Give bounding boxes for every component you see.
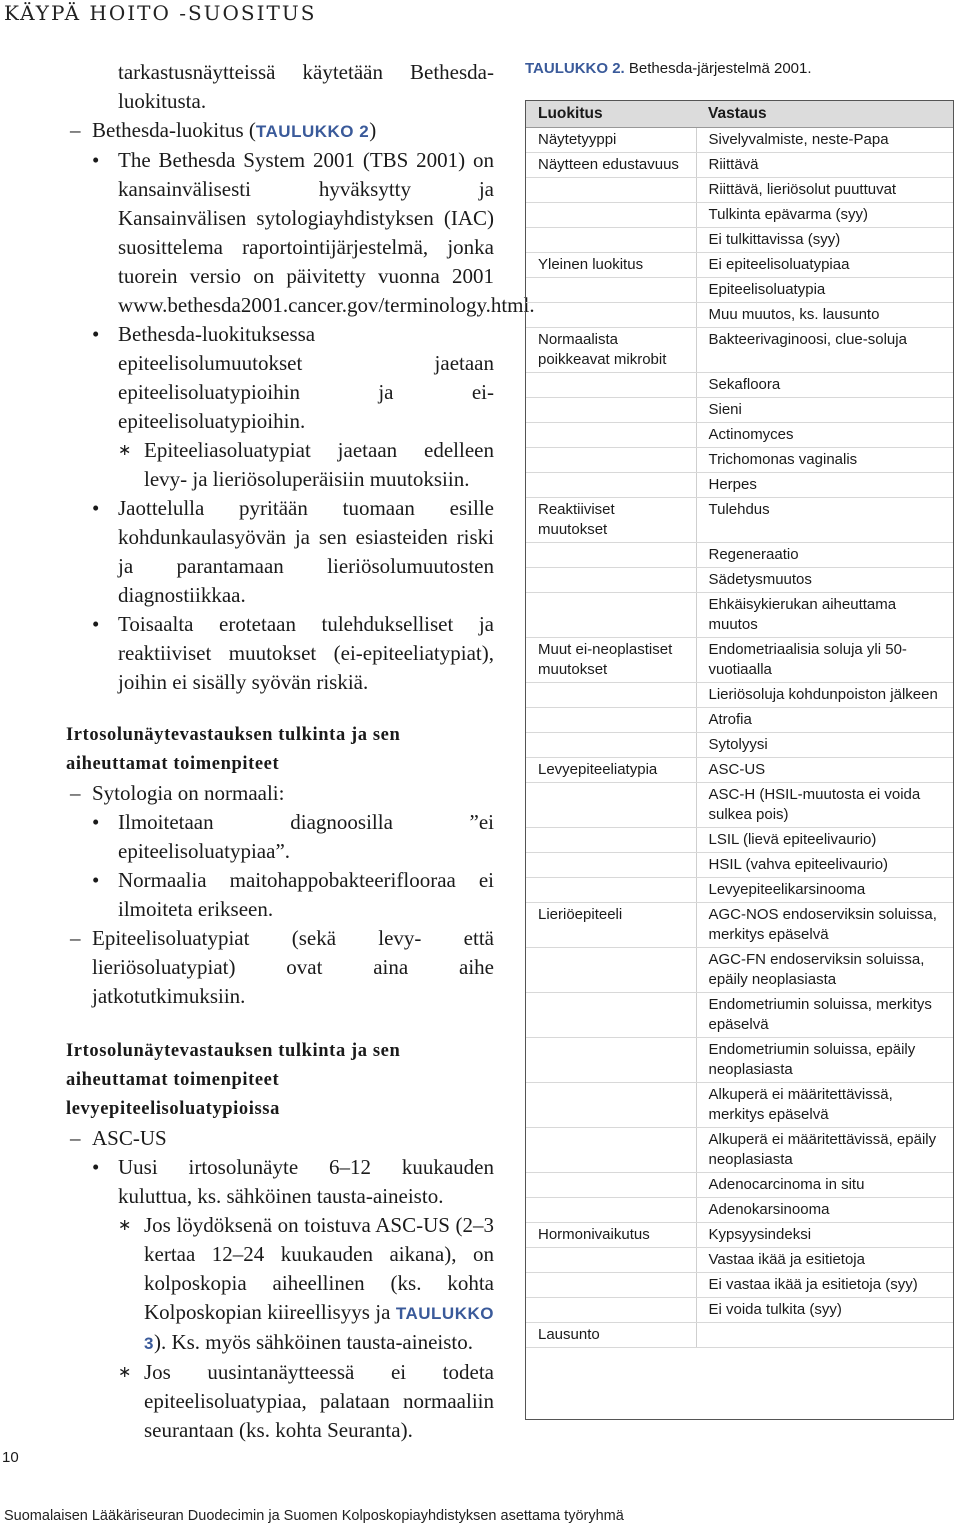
table-row	[526, 128, 953, 153]
table-row	[526, 1038, 953, 1083]
response-cell: Kypsyysindeksi	[696, 1223, 953, 1248]
table-row	[526, 568, 953, 593]
classification-cell	[526, 593, 696, 638]
table-row	[526, 398, 953, 423]
dash-marker: –	[70, 926, 81, 950]
dash-marker: –	[70, 1126, 81, 1150]
bullet-item: • The Bethesda System 2001 (TBS 2001) on kansainvälisesti hyväksytty ja Kansainvälisen sytologiayhdistyksen (IAC) suosittelema raportointijärjestelmä, jonka tuorein versio on päivitetty vuonna 2001 www.bethesda2001.cancer.gov/terminology.html.	[92, 148, 535, 317]
ascus-star-item-2: ∗ Jos uusintanäytteessä ei todeta epiteelisoluatypiaa, palataan normaaliin seurantaan (ks. kohta Seuranta).	[118, 1360, 494, 1442]
bullet-marker: •	[92, 148, 100, 172]
classification-cell	[526, 878, 696, 903]
table-row	[526, 278, 953, 303]
response-cell: ASC-H (HSIL-muutosta ei voida sulkea pois)	[696, 783, 953, 828]
epi-dash-item: – Epiteelisoluatypiat (sekä levy- että lieriösoluatypiat) ovat aina aihe jatkotutkimuksiin.	[70, 926, 494, 1008]
response-cell: Bakteerivaginoosi, clue-soluja	[696, 328, 953, 373]
classification-cell	[526, 783, 696, 828]
bethesda-dash-item: – Bethesda-luokitus (TAULUKKO 2)	[66, 116, 494, 146]
response-cell: Muu muutos, ks. lausunto	[696, 303, 953, 328]
classification-cell: Näytetyyppi	[526, 128, 696, 153]
classification-cell	[526, 203, 696, 228]
table-row	[526, 733, 953, 758]
response-cell: Sieni	[696, 398, 953, 423]
table-row	[526, 853, 953, 878]
response-cell: Adenokarsinooma	[696, 1198, 953, 1223]
page-footer: Suomalaisen Lääkäriseuran Duodecimin ja Suomen Kolposkopiayhdistyksen asettama työryhmä	[4, 1508, 624, 1524]
table-caption	[525, 60, 812, 77]
response-cell: Vastaa ikää ja esitietoja	[696, 1248, 953, 1273]
running-header: KÄYPÄ HOITO -SUOSITUS	[4, 1, 317, 25]
table-row	[526, 373, 953, 398]
classification-cell: Hormonivaikutus	[526, 1223, 696, 1248]
classification-cell: Lausunto	[526, 1323, 696, 1348]
classification-cell	[526, 708, 696, 733]
table-row	[526, 1248, 953, 1273]
table-row	[526, 783, 953, 828]
column-header-luokitus: Luokitus	[526, 101, 696, 128]
table-row	[526, 473, 953, 498]
response-cell: Riittävä	[696, 153, 953, 178]
bullet-item: • Toisaalta erotetaan tulehdukselliset ja reaktiiviset muutokset (ei-epiteeliatypiat), joihin ei sisälly syövän riskiä.	[92, 612, 494, 694]
response-cell: Adenocarcinoma in situ	[696, 1173, 953, 1198]
table-row	[526, 178, 953, 203]
classification-cell	[526, 1273, 696, 1298]
bethesda-table-container	[525, 100, 954, 1420]
classification-cell: Levyepiteeliatypia	[526, 758, 696, 783]
bullet-item: • Ilmoitetaan diagnoosilla ”ei epiteelisoluatypiaa”.	[92, 810, 494, 863]
column-header-vastaus: Vastaus	[696, 101, 953, 128]
classification-cell	[526, 278, 696, 303]
table-3-reference-link[interactable]: TAULUKKO 3	[144, 1304, 494, 1353]
table-row	[526, 328, 953, 373]
response-cell: Actinomyces	[696, 423, 953, 448]
classification-cell	[526, 733, 696, 758]
table-row	[526, 828, 953, 853]
response-cell: Ei vastaa ikää ja esitietoja (syy)	[696, 1273, 953, 1298]
response-cell: AGC-FN endoserviksin soluissa, epäily neoplasiasta	[696, 948, 953, 993]
table-row	[526, 228, 953, 253]
classification-cell	[526, 398, 696, 423]
page-number: 10	[2, 1449, 19, 1466]
classification-cell	[526, 423, 696, 448]
response-cell: Herpes	[696, 473, 953, 498]
classification-cell: Normaalista poikkeavat mikrobit	[526, 328, 696, 373]
response-cell: Ei epiteelisoluatypiaa	[696, 253, 953, 278]
response-cell: Endometriumin soluissa, epäily neoplasiasta	[696, 1038, 953, 1083]
response-cell: Alkuperä ei määritettävissä, merkitys epäselvä	[696, 1083, 953, 1128]
response-cell	[696, 1323, 953, 1348]
table-row	[526, 498, 953, 543]
table-row	[526, 758, 953, 783]
response-cell: Endometriaalisia soluja yli 50-vuotiaalla	[696, 638, 953, 683]
classification-cell	[526, 373, 696, 398]
ascus-bullet-item: • Uusi irtosolunäyte 6–12 kuukauden kuluttua, ks. sähköinen tausta-aineisto.	[92, 1155, 494, 1208]
dash-marker: –	[70, 781, 81, 805]
classification-cell: Lieriöepiteeli	[526, 903, 696, 948]
response-cell: Epiteelisoluatypia	[696, 278, 953, 303]
classification-cell	[526, 228, 696, 253]
asterisk-marker: ∗	[118, 442, 132, 459]
response-cell: HSIL (vahva epiteelivaurio)	[696, 853, 953, 878]
response-cell: Tulehdus	[696, 498, 953, 543]
bullet-marker: •	[92, 612, 100, 636]
classification-cell	[526, 993, 696, 1038]
response-cell: Sekafloora	[696, 373, 953, 398]
bullet-marker: •	[92, 496, 100, 520]
table-caption-label: TAULUKKO 2.	[525, 60, 625, 77]
intro-paragraph: tarkastusnäytteissä käytetään Bethesda-luokitusta.	[118, 60, 494, 113]
star-item: ∗ Epiteeliasoluatypiat jaetaan edelleen levy- ja lieriösoluperäisiin muutoksiin.	[118, 438, 494, 491]
table-row	[526, 948, 953, 993]
classification-cell	[526, 683, 696, 708]
classification-cell	[526, 1128, 696, 1173]
response-cell: Endometriumin soluissa, merkitys epäselvä	[696, 993, 953, 1038]
table-row	[526, 1083, 953, 1128]
table-row	[526, 448, 953, 473]
table-row	[526, 253, 953, 278]
table-row	[526, 1173, 953, 1198]
bullet-marker: •	[92, 810, 100, 834]
asterisk-marker: ∗	[118, 1217, 132, 1234]
classification-cell	[526, 1198, 696, 1223]
section-heading-squamous: Irtosolunäytevastauksen tulkinta ja sen aiheuttamat toimenpiteet levyepiteelisoluatypioissa	[66, 1041, 401, 1119]
ascus-dash-item: – ASC-US	[66, 1124, 494, 1153]
normal-dash-item: – Sytologia on normaali:	[66, 779, 494, 808]
ascus-star-item-1: ∗ Jos löydöksenä on toistuva ASC-US (2–3 kertaa 12–24 kuukauden aikana), on kolposkopia aiheellinen (ks. kohta Kolposkopian kiireellisyys ja TAULUKKO 3). Ks. myös sähköinen tausta-aineisto.	[118, 1213, 494, 1354]
table-row	[526, 1273, 953, 1298]
response-cell: Sytolyysi	[696, 733, 953, 758]
response-cell: Lieriösoluja kohdunpoiston jälkeen	[696, 683, 953, 708]
response-cell: Riittävä, lieriösolut puuttuvat	[696, 178, 953, 203]
classification-cell: Yleinen luokitus	[526, 253, 696, 278]
classification-cell: Muut ei-neoplastiset muutokset	[526, 638, 696, 683]
table-row	[526, 593, 953, 638]
table-header-row	[526, 101, 953, 128]
bullet-marker: •	[92, 1155, 100, 1179]
classification-cell	[526, 178, 696, 203]
table-row	[526, 708, 953, 733]
table-row	[526, 1298, 953, 1323]
response-cell: Sädetysmuutos	[696, 568, 953, 593]
response-cell: Atrofia	[696, 708, 953, 733]
classification-cell	[526, 828, 696, 853]
table-row	[526, 423, 953, 448]
response-cell: Regeneraatio	[696, 543, 953, 568]
classification-cell	[526, 303, 696, 328]
classification-cell: Reaktiiviset muutokset	[526, 498, 696, 543]
table-row	[526, 1198, 953, 1223]
table-2-reference-link[interactable]: TAULUKKO 2	[255, 122, 370, 141]
response-cell: LSIL (lievä epiteelivaurio)	[696, 828, 953, 853]
table-row	[526, 153, 953, 178]
classification-cell	[526, 948, 696, 993]
table-row	[526, 203, 953, 228]
table-row	[526, 878, 953, 903]
response-cell: Alkuperä ei määritettävissä, epäily neoplasiasta	[696, 1128, 953, 1173]
asterisk-marker: ∗	[118, 1364, 132, 1381]
classification-cell	[526, 473, 696, 498]
table-row	[526, 1223, 953, 1248]
response-cell: Ei voida tulkita (syy)	[696, 1298, 953, 1323]
response-cell: AGC-NOS endoserviksin soluissa, merkitys epäselvä	[696, 903, 953, 948]
bullet-item: • Bethesda-luokituksessa epiteelisolumuutokset jaetaan epiteelisoluatypioihin ja ei-epiteelisoluatypioihin.	[92, 322, 494, 433]
classification-cell	[526, 1173, 696, 1198]
classification-cell	[526, 568, 696, 593]
classification-cell	[526, 543, 696, 568]
bullet-marker: •	[92, 868, 100, 892]
table-row	[526, 903, 953, 948]
table-caption-title: Bethesda-järjestelmä 2001.	[628, 60, 812, 77]
classification-cell	[526, 448, 696, 473]
response-cell: Ei tulkittavissa (syy)	[696, 228, 953, 253]
response-cell: Tulkinta epävarma (syy)	[696, 203, 953, 228]
bullet-item: • Normaalia maitohappobakteerifloorаа ei ilmoiteta erikseen.	[92, 868, 494, 921]
bethesda-table	[526, 101, 953, 1348]
response-cell: Levyepiteelikarsinooma	[696, 878, 953, 903]
bullet-marker: •	[92, 322, 100, 346]
dash-marker: –	[70, 118, 81, 142]
table-row	[526, 303, 953, 328]
bullet-item: • Jaottelulla pyritään tuomaan esille kohdunkaulasyövän ja sen esiasteiden riski ja parantamaan lieriösolumuutosten diagnostiikkaa.	[92, 496, 494, 607]
response-cell: ASC-US	[696, 758, 953, 783]
table-row	[526, 993, 953, 1038]
table-row	[526, 1323, 953, 1348]
table-row	[526, 543, 953, 568]
response-cell: Ehkäisykierukan aiheuttama muutos	[696, 593, 953, 638]
response-cell: Sivelyvalmiste, neste-Papa	[696, 128, 953, 153]
response-cell: Trichomonas vaginalis	[696, 448, 953, 473]
body-text-column	[66, 58, 535, 1445]
classification-cell	[526, 1248, 696, 1273]
classification-cell	[526, 1298, 696, 1323]
table-row	[526, 1128, 953, 1173]
classification-cell	[526, 853, 696, 878]
table-row	[526, 638, 953, 683]
section-heading-interpretation: Irtosolunäytevastauksen tulkinta ja sen aiheuttamat toimenpiteet	[66, 725, 401, 774]
classification-cell: Näytteen edustavuus	[526, 153, 696, 178]
classification-cell	[526, 1038, 696, 1083]
classification-cell	[526, 1083, 696, 1128]
table-row	[526, 683, 953, 708]
